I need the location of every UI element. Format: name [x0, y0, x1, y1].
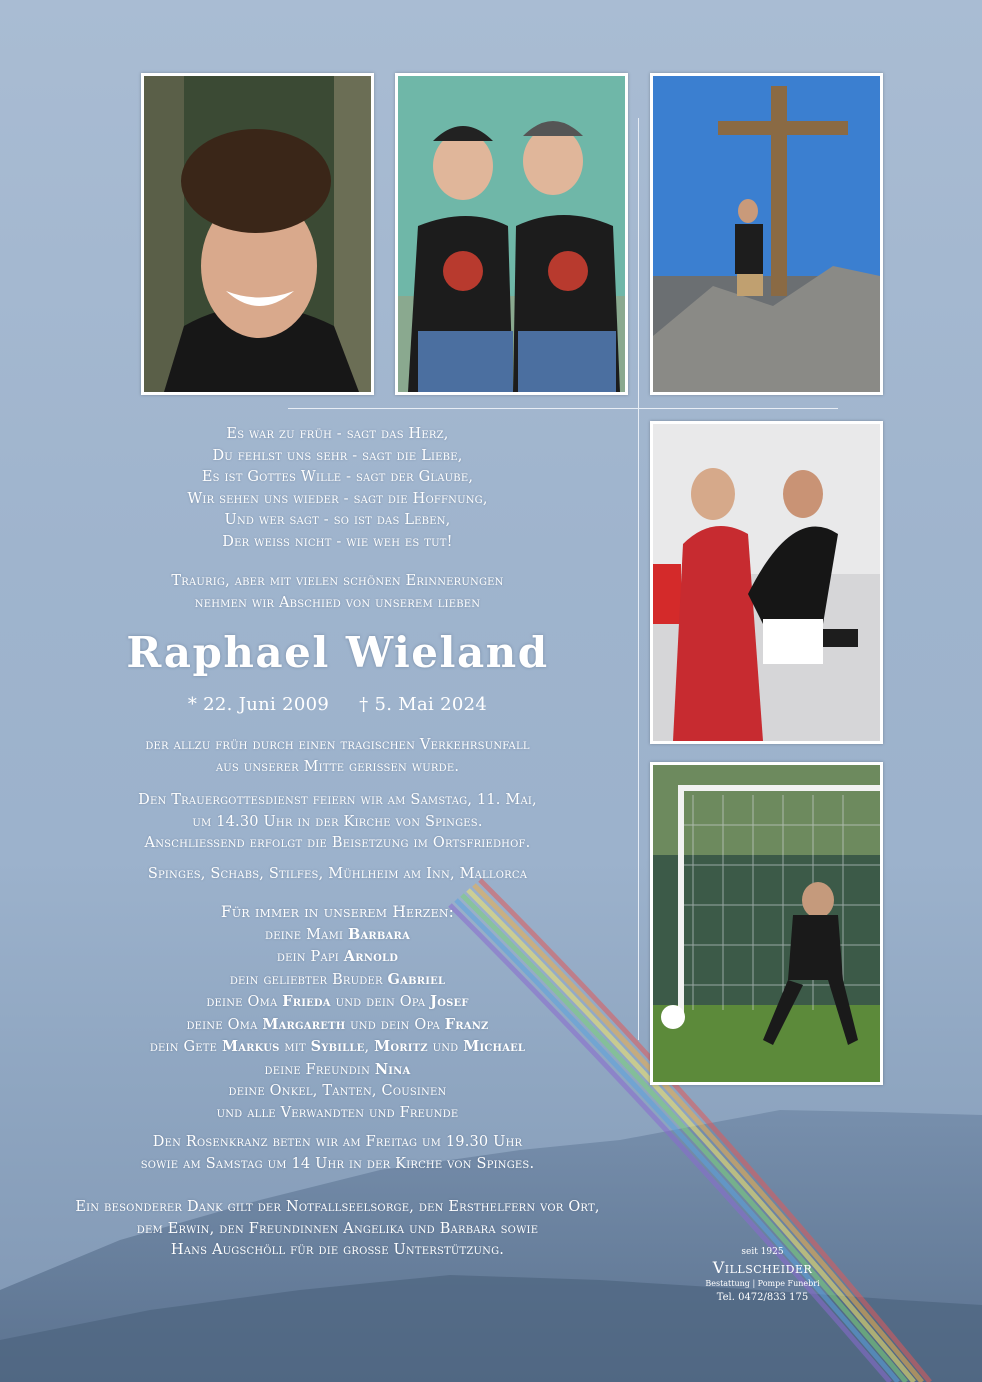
family-list: [60, 902, 615, 1124]
photo-jumping-stadium: [650, 421, 883, 744]
photo-goalkeeper: [650, 762, 883, 1085]
logo-phone: Tel. 0472/833 175: [716, 1292, 809, 1303]
vertical-divider: [638, 118, 639, 1040]
logo-since: seit 1925: [741, 1247, 784, 1257]
family-line-bruder: dein geliebter Bruder Gabriel: [229, 970, 446, 988]
thanks-text: [60, 1197, 615, 1262]
service-line: Anschließend erfolgt die Beisetzung im Ortsfriedhof.: [144, 835, 531, 851]
accident-text: [60, 735, 615, 778]
accident-line: der allzu früh durch einen tragischen Verkehrsunfall: [145, 737, 530, 753]
horizontal-divider: [288, 408, 838, 409]
rosary-line: Den Rosenkranz beten wir am Freitag um 19.30 Uhr: [152, 1134, 523, 1150]
intro-line: Traurig, aber mit vielen schönen Erinnerungen: [171, 573, 504, 589]
photo-summit-cross: [650, 73, 883, 395]
photo-portrait-laughing: [141, 73, 374, 395]
family-line-onkel: deine Onkel, Tanten, Cousinen: [228, 1083, 447, 1099]
life-dates: [60, 694, 615, 715]
death-date: † 5. Mai 2024: [359, 694, 488, 715]
family-line-grandparents-2: deine Oma Margareth und dein Opa Franz: [186, 1015, 489, 1033]
accident-line: aus unserer Mitte gerissen wurde.: [215, 758, 460, 775]
intro-text: [60, 571, 615, 614]
poem-line: Und wer sagt - so ist das Leben,: [224, 512, 451, 528]
logo-brand: Villscheider: [712, 1258, 813, 1277]
places-line: Spinges, Schabs, Stilfes, Mühlheim am Inn, Mallorca: [147, 866, 528, 882]
family-lead: Für immer in unserem Herzen:: [220, 903, 455, 921]
poem-line: Es ist Gottes Wille - sagt der Glaube,: [201, 469, 474, 485]
intro-line: nehmen wir Abschied von unserem lieben: [194, 594, 481, 611]
poem-line: Wir sehen uns wieder - sagt die Hoffnung,: [187, 490, 488, 507]
photo-two-boys: [395, 73, 628, 395]
service-line: um 14.30 Uhr in der Kirche von Spinges.: [192, 813, 483, 830]
family-line-mami: deine Mami Barbara: [264, 925, 410, 943]
family-line-verwandte: und alle Verwandten und Freunde: [216, 1104, 459, 1121]
thanks-line: Ein besonderer Dank gilt der Notfallseelsorge, den Ersthelfern vor Ort,: [75, 1199, 600, 1215]
deceased-name: Raphael Wieland: [126, 628, 549, 677]
poem-line: Du fehlst uns sehr - sagt die Liebe,: [212, 447, 463, 464]
logo-subtitle: Bestattung | Pompe Funebri: [705, 1279, 820, 1288]
family-line-papi: dein Papi Arnold: [276, 948, 399, 965]
service-info: [60, 790, 615, 855]
rosary-line: sowie am Samstag um 14 Uhr in der Kirche von Spinges.: [140, 1155, 535, 1172]
service-line: Den Trauergottesdienst feiern wir am Samstag, 11. Mai,: [138, 792, 537, 808]
thanks-line: dem Erwin, den Freundinnen Angelika und Barbara sowie: [136, 1220, 539, 1237]
poem-line: Es war zu früh - sagt das Herz,: [226, 426, 449, 442]
rosary-info: [60, 1132, 615, 1175]
birth-date: * 22. Juni 2009: [187, 694, 330, 715]
family-line-grandparents-1: deine Oma Frieda und dein Opa Josef: [206, 993, 469, 1010]
poem-line: Der weiß nicht - wie weh es tut!: [222, 533, 453, 550]
family-line-freundin: deine Freundin Nina: [264, 1060, 411, 1078]
poem: [60, 424, 615, 553]
funeral-home-logo: [690, 1247, 835, 1305]
thanks-line: Hans Augschöll für die große Unterstützung.: [170, 1242, 505, 1258]
family-line-gete: dein Gete Markus mit Sybille, Moritz und Michael: [149, 1038, 526, 1055]
